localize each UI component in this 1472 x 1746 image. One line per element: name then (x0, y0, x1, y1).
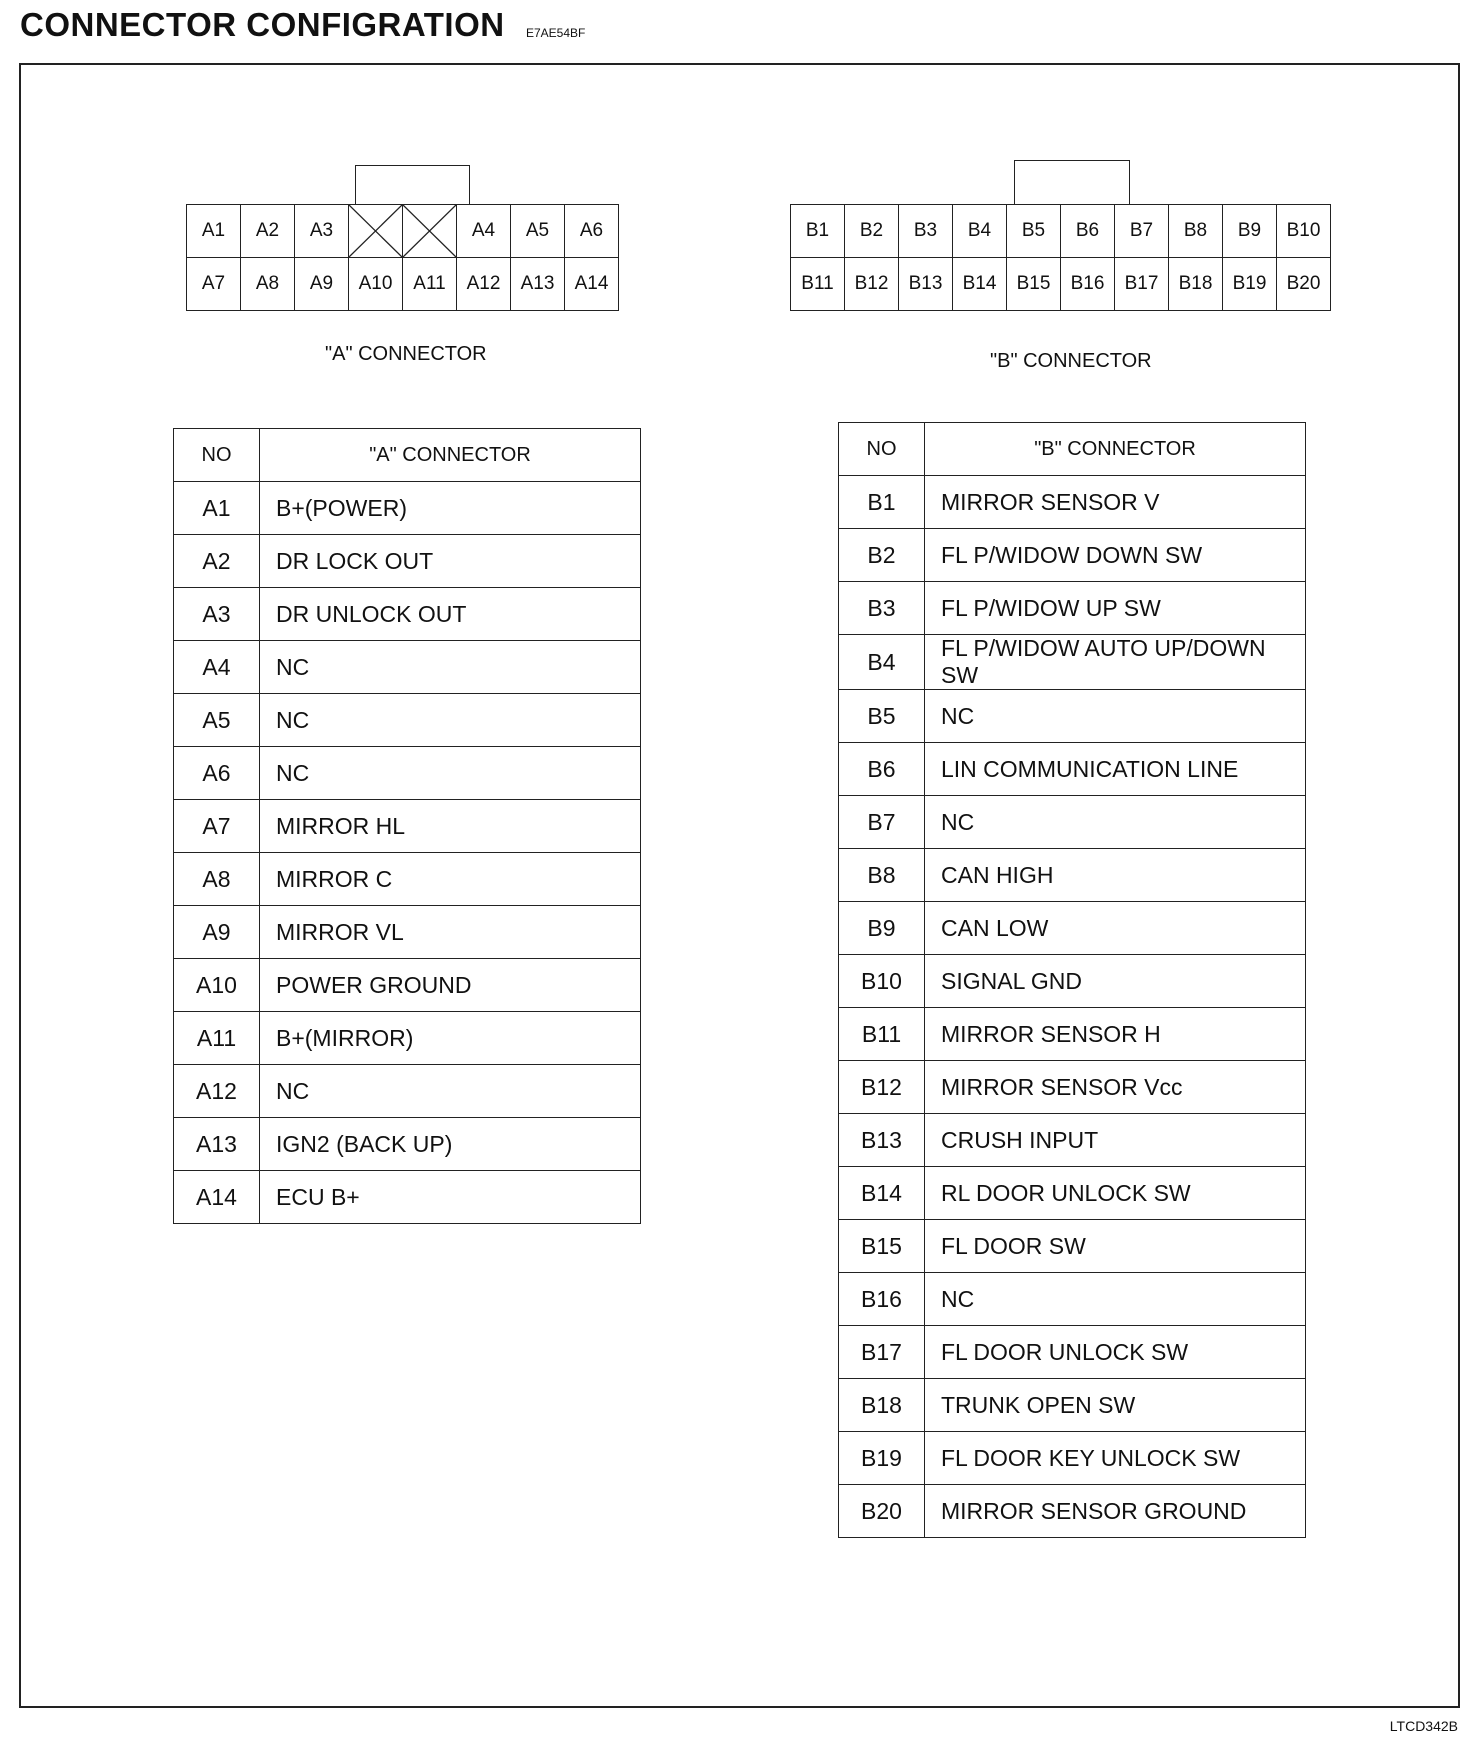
pin-number: A8 (174, 853, 260, 906)
pin-function: DR LOCK OUT (260, 535, 641, 588)
pin-number: A6 (174, 747, 260, 800)
pin-number: B8 (839, 849, 925, 902)
blank-pin-cell (349, 205, 403, 258)
table-row (839, 1326, 1306, 1379)
pin-function: MIRROR SENSOR H (925, 1008, 1306, 1061)
pin-cell: B8 (1169, 205, 1223, 258)
pin-cell: B16 (1061, 258, 1115, 311)
pin-function: POWER GROUND (260, 959, 641, 1012)
table-row (174, 535, 641, 588)
pin-number: B20 (839, 1485, 925, 1538)
pin-cell: A2 (241, 205, 295, 258)
column-header-no: NO (174, 429, 260, 482)
table-row (839, 582, 1306, 635)
table-row (839, 1008, 1306, 1061)
pin-cell: B3 (899, 205, 953, 258)
table-row (174, 694, 641, 747)
pin-cell: B4 (953, 205, 1007, 258)
table-row (174, 853, 641, 906)
connector-a-caption: "A" CONNECTOR (325, 343, 487, 365)
pin-number: B18 (839, 1379, 925, 1432)
pin-cell: B20 (1277, 258, 1331, 311)
pin-function: FL DOOR UNLOCK SW (925, 1326, 1306, 1379)
pin-cell: B17 (1115, 258, 1169, 311)
pin-number: B14 (839, 1167, 925, 1220)
pin-function: SIGNAL GND (925, 955, 1306, 1008)
pin-function: DR UNLOCK OUT (260, 588, 641, 641)
pin-function: NC (925, 690, 1306, 743)
pin-cell: A5 (511, 205, 565, 258)
pin-number: B13 (839, 1114, 925, 1167)
connector-a-latch (355, 165, 470, 205)
table-row (839, 902, 1306, 955)
pin-cell: A14 (565, 258, 619, 311)
table-header (839, 423, 1306, 476)
pin-number: A1 (174, 482, 260, 535)
pin-cell: B15 (1007, 258, 1061, 311)
pin-number: A12 (174, 1065, 260, 1118)
pin-cell: B6 (1061, 205, 1115, 258)
pin-function: MIRROR SENSOR V (925, 476, 1306, 529)
pin-cell: A10 (349, 258, 403, 311)
pin-number: B6 (839, 743, 925, 796)
pin-cell: A11 (403, 258, 457, 311)
column-header-description: "B" CONNECTOR (925, 423, 1306, 476)
pin-cell: A9 (295, 258, 349, 311)
pin-function: CAN LOW (925, 902, 1306, 955)
pin-number: B16 (839, 1273, 925, 1326)
connector-b-bottom-row (791, 258, 1331, 311)
table-row (174, 1171, 641, 1224)
pin-number: A5 (174, 694, 260, 747)
pin-cell: A4 (457, 205, 511, 258)
table-row (174, 1065, 641, 1118)
pin-number: A11 (174, 1012, 260, 1065)
pin-cell: B7 (1115, 205, 1169, 258)
pin-function: NC (925, 796, 1306, 849)
pin-cell: A7 (187, 258, 241, 311)
table-row (839, 1220, 1306, 1273)
table-row (174, 800, 641, 853)
pin-number: B12 (839, 1061, 925, 1114)
pin-number: A3 (174, 588, 260, 641)
pin-number: B7 (839, 796, 925, 849)
pin-cell: B11 (791, 258, 845, 311)
pin-function: MIRROR VL (260, 906, 641, 959)
connector-b-pin-table (838, 422, 1306, 1538)
pin-cell: A1 (187, 205, 241, 258)
pin-number: B3 (839, 582, 925, 635)
table-row (839, 1273, 1306, 1326)
pin-number: B5 (839, 690, 925, 743)
table-row (839, 1114, 1306, 1167)
pin-cell: A3 (295, 205, 349, 258)
pin-number: B1 (839, 476, 925, 529)
table-row (839, 849, 1306, 902)
pin-number: A2 (174, 535, 260, 588)
pin-function: NC (260, 1065, 641, 1118)
table-row (839, 1432, 1306, 1485)
pin-function: ECU B+ (260, 1171, 641, 1224)
pin-function: CAN HIGH (925, 849, 1306, 902)
connector-b-face (790, 204, 1331, 311)
pin-function: MIRROR HL (260, 800, 641, 853)
column-header-description: "A" CONNECTOR (260, 429, 641, 482)
table-row (839, 1061, 1306, 1114)
pin-number: B4 (839, 635, 925, 690)
table-row (839, 955, 1306, 1008)
pin-function: FL DOOR KEY UNLOCK SW (925, 1432, 1306, 1485)
connector-b-caption: "B" CONNECTOR (990, 350, 1152, 372)
pin-function: FL P/WIDOW UP SW (925, 582, 1306, 635)
table-row (174, 482, 641, 535)
table-header (174, 429, 641, 482)
connector-a-face (186, 204, 619, 311)
pin-number: A9 (174, 906, 260, 959)
pin-function: RL DOOR UNLOCK SW (925, 1167, 1306, 1220)
connector-b-top-row (791, 205, 1331, 258)
pin-cell: B10 (1277, 205, 1331, 258)
pin-function: NC (260, 747, 641, 800)
table-row (174, 747, 641, 800)
pin-number: A13 (174, 1118, 260, 1171)
pin-function: LIN COMMUNICATION LINE (925, 743, 1306, 796)
pin-cell: B12 (845, 258, 899, 311)
table-row (839, 1379, 1306, 1432)
pin-cell: B9 (1223, 205, 1277, 258)
document-code: E7AE54BF (526, 26, 586, 40)
pin-cell: B14 (953, 258, 1007, 311)
connector-b-latch (1014, 160, 1130, 205)
pin-function: FL P/WIDOW AUTO UP/DOWN SW (925, 635, 1306, 690)
table-row (839, 743, 1306, 796)
cross-mark-icon (403, 205, 456, 257)
table-row (174, 588, 641, 641)
table-row (174, 959, 641, 1012)
pin-number: B10 (839, 955, 925, 1008)
table-row (174, 1012, 641, 1065)
table-row (174, 641, 641, 694)
pin-number: A10 (174, 959, 260, 1012)
table-row (839, 476, 1306, 529)
table-row (174, 906, 641, 959)
table-row (839, 529, 1306, 582)
pin-number: B2 (839, 529, 925, 582)
pin-number: B11 (839, 1008, 925, 1061)
pin-function: MIRROR SENSOR GROUND (925, 1485, 1306, 1538)
connector-a-top-row (187, 205, 619, 258)
blank-pin-cell (403, 205, 457, 258)
pin-number: B19 (839, 1432, 925, 1485)
pin-function: MIRROR C (260, 853, 641, 906)
table-row (839, 1485, 1306, 1538)
pin-function: FL P/WIDOW DOWN SW (925, 529, 1306, 582)
pin-number: A7 (174, 800, 260, 853)
pin-number: A14 (174, 1171, 260, 1224)
pin-number: B15 (839, 1220, 925, 1273)
table-row (839, 690, 1306, 743)
pin-function: NC (260, 694, 641, 747)
pin-cell: B18 (1169, 258, 1223, 311)
table-row (174, 1118, 641, 1171)
pin-function: NC (925, 1273, 1306, 1326)
column-header-no: NO (839, 423, 925, 476)
pin-number: B17 (839, 1326, 925, 1379)
pin-cell: B5 (1007, 205, 1061, 258)
pin-function: CRUSH INPUT (925, 1114, 1306, 1167)
cross-mark-icon (349, 205, 402, 257)
pin-function: NC (260, 641, 641, 694)
pin-number: A4 (174, 641, 260, 694)
table-row (839, 1167, 1306, 1220)
pin-function: MIRROR SENSOR Vcc (925, 1061, 1306, 1114)
pin-function: TRUNK OPEN SW (925, 1379, 1306, 1432)
pin-cell: A6 (565, 205, 619, 258)
pin-cell: A13 (511, 258, 565, 311)
pin-cell: B13 (899, 258, 953, 311)
pin-cell: A12 (457, 258, 511, 311)
connector-a-pin-table (173, 428, 641, 1224)
pin-function: FL DOOR SW (925, 1220, 1306, 1273)
pin-cell: B2 (845, 205, 899, 258)
pin-cell: B1 (791, 205, 845, 258)
pin-number: B9 (839, 902, 925, 955)
figure-code: LTCD342B (1389, 1718, 1458, 1734)
pin-cell: A8 (241, 258, 295, 311)
pin-cell: B19 (1223, 258, 1277, 311)
pin-function: B+(POWER) (260, 482, 641, 535)
pin-function: B+(MIRROR) (260, 1012, 641, 1065)
table-row (839, 635, 1306, 690)
connector-a-bottom-row (187, 258, 619, 311)
page-title: CONNECTOR CONFIGRATION (20, 6, 505, 43)
table-row (839, 796, 1306, 849)
connector-b-rows (839, 476, 1306, 1538)
pin-function: IGN2 (BACK UP) (260, 1118, 641, 1171)
connector-a-rows (174, 482, 641, 1224)
